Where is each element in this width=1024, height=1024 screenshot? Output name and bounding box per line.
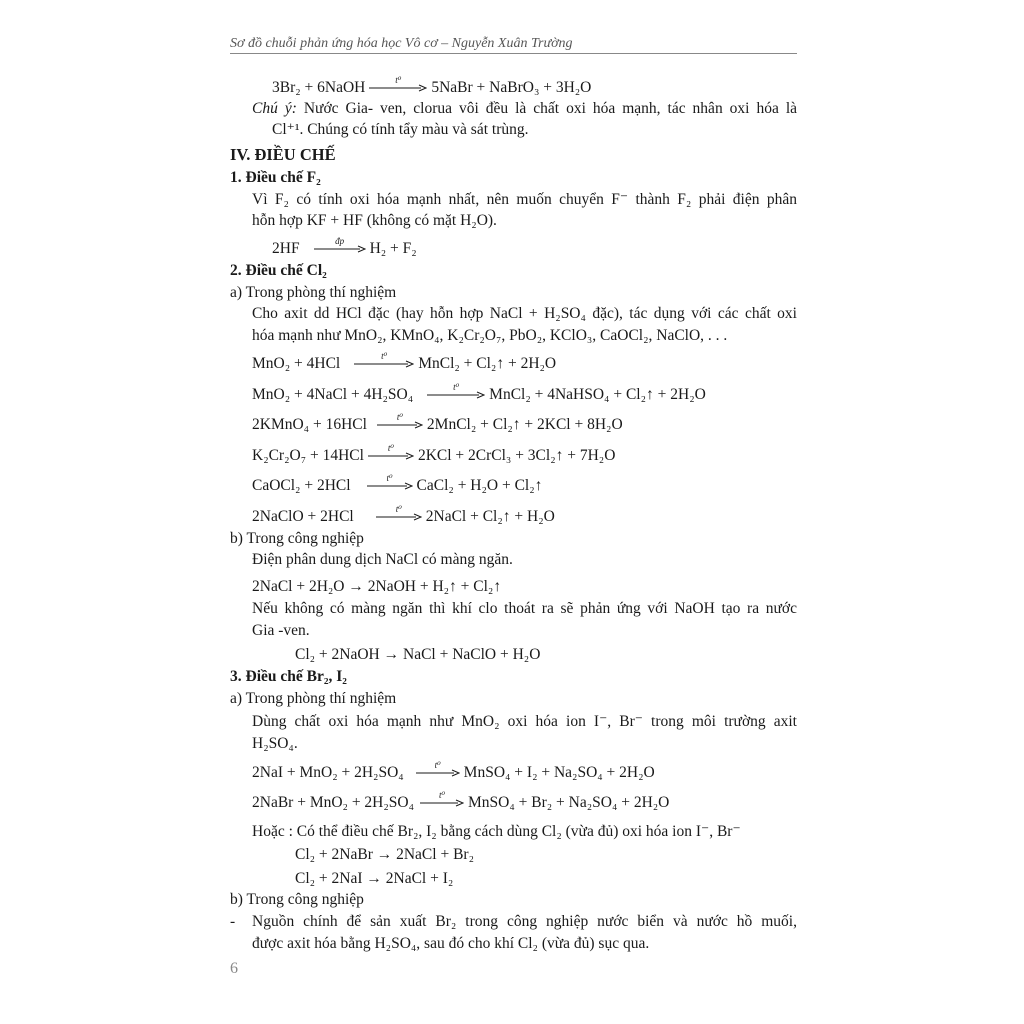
note-label: Chú ý: bbox=[252, 100, 297, 117]
paragraph-line: hóa mạnh như MnO₂, KMnO₄, K₂Cr₂O₇, PbO₂, KClO₃, CaOCl₂, NaClO, . . . bbox=[252, 327, 728, 344]
reaction-arrow: t⁰ bbox=[354, 360, 414, 368]
equation-naoh-br2 bbox=[272, 75, 592, 98]
reaction-arrow: t⁰ bbox=[368, 452, 414, 460]
equation-right: MnSO₄ + I₂ + Na₂SO₄ + 2H₂O bbox=[463, 764, 655, 781]
equation-k2cr2o7 bbox=[252, 443, 616, 466]
equation-right: H₂ + F₂ bbox=[369, 240, 417, 257]
header-rule bbox=[230, 53, 797, 54]
list-dash: - bbox=[230, 913, 236, 930]
equation-kmno4 bbox=[252, 412, 623, 435]
reaction-arrow: t⁰ bbox=[420, 799, 464, 807]
equation-right: CaCl₂ + H₂O + Cl₂↑ bbox=[416, 477, 543, 494]
section-heading: IV. ĐIỀU CHẾ bbox=[230, 145, 336, 164]
equation-cl2-nabr: Cl₂ + 2NaBr → 2NaCl + Br₂ bbox=[295, 846, 474, 863]
paragraph-line: Nếu không có màng ngăn thì khí clo thoát ra sẽ phản ứng với NaOH tạo ra nước bbox=[252, 600, 797, 617]
reaction-arrow: t⁰ bbox=[367, 482, 413, 490]
reaction-arrow: t⁰ bbox=[427, 391, 485, 399]
equation-hf bbox=[272, 236, 417, 259]
paragraph-line: hỗn hợp KF + HF (không có mặt H₂O). bbox=[252, 212, 497, 229]
equation-left: CaOCl₂ + 2HCl bbox=[252, 477, 351, 494]
equation-mno2-hcl bbox=[252, 351, 557, 374]
subsection-heading-br2-i2: 3. Điều chế Br₂, I₂ bbox=[230, 668, 347, 685]
reaction-arrow: t⁰ bbox=[377, 421, 423, 429]
equation-mno2-nacl bbox=[252, 382, 706, 405]
equation-right: 2KCl + 2CrCl₃ + 3Cl₂↑ + 7H₂O bbox=[417, 447, 616, 464]
equation-right: MnCl₂ + 4NaHSO₄ + Cl₂↑ + 2H₂O bbox=[489, 386, 706, 403]
paragraph-line: Nguồn chính để sản xuất Br₂ trong công nghiệp nước biển và nước hồ muối, bbox=[252, 913, 797, 930]
equation-nai-mno2 bbox=[252, 760, 655, 783]
equation-left: 2NaClO + 2HCl bbox=[252, 508, 354, 525]
paragraph-line: Dùng chất oxi hóa mạnh như MnO₂ oxi hóa ion I⁻, Br⁻ trong môi trường axit bbox=[252, 713, 797, 730]
equation-javel: Cl₂ + 2NaOH → NaCl + NaClO + H₂O bbox=[295, 646, 541, 663]
equation-left: K₂Cr₂O₇ + 14HCl bbox=[252, 447, 364, 464]
equation-right: MnSO₄ + Br₂ + Na₂SO₄ + 2H₂O bbox=[468, 794, 670, 811]
equation-electrolysis: 2NaCl + 2H₂O → 2NaOH + H₂↑ + Cl₂↑ bbox=[252, 578, 502, 595]
paragraph-line: Vì F₂ có tính oxi hóa mạnh nhất, nên muốn chuyển F⁻ thành F₂ phải điện phân bbox=[252, 191, 797, 208]
equation-caocl2 bbox=[252, 473, 543, 496]
reaction-arrow: t⁰ bbox=[376, 513, 422, 521]
reaction-arrow: đp bbox=[314, 245, 366, 253]
reaction-arrow: t⁰ bbox=[369, 84, 427, 92]
paragraph-line: Điện phân dung dịch NaCl có màng ngăn. bbox=[252, 551, 513, 568]
item-heading: a) Trong phòng thí nghiệm bbox=[230, 284, 397, 301]
equation-cl2-nai: Cl₂ + 2NaI → 2NaCl + I₂ bbox=[295, 870, 454, 887]
reaction-arrow: t⁰ bbox=[416, 769, 460, 777]
item-heading: a) Trong phòng thí nghiệm bbox=[230, 690, 397, 707]
equation-right: 5NaBr + NaBrO₃ + 3H₂O bbox=[431, 79, 592, 96]
equation-left: 2NaBr + MnO₂ + 2H₂SO₄ bbox=[252, 794, 415, 811]
item-heading: b) Trong công nghiệp bbox=[230, 530, 364, 547]
equation-left: 2HF bbox=[272, 240, 300, 257]
paragraph-line: được axit hóa bằng H₂SO₄, sau đó cho khí Cl₂ (vừa đủ) sục qua. bbox=[252, 935, 650, 952]
equation-right: 2MnCl₂ + Cl₂↑ + 2KCl + 8H₂O bbox=[426, 416, 623, 433]
paragraph-line: Hoặc : Có thể điều chế Br₂, I₂ bằng cách dùng Cl₂ (vừa đủ) oxi hóa ion I⁻, Br⁻ bbox=[252, 823, 741, 840]
equation-right: 2NaCl + Cl₂↑ + H₂O bbox=[425, 508, 555, 525]
equation-left: 3Br₂ + 6NaOH bbox=[272, 79, 366, 96]
note-line-2: Cl⁺¹. Chúng có tính tẩy màu và sát trùng. bbox=[272, 121, 529, 138]
equation-right: MnCl₂ + Cl₂↑ + 2H₂O bbox=[418, 355, 557, 372]
item-heading: b) Trong công nghiệp bbox=[230, 891, 364, 908]
running-header: Sơ đồ chuỗi phản ứng hóa học Vô cơ – Nguyễn Xuân Trường bbox=[230, 36, 573, 51]
equation-nabr-mno2 bbox=[252, 790, 670, 813]
paragraph-line: H₂SO₄. bbox=[252, 735, 298, 752]
equation-naclo bbox=[252, 504, 555, 527]
paragraph-line: Gia -ven. bbox=[252, 622, 310, 639]
equation-left: MnO₂ + 4HCl bbox=[252, 355, 341, 372]
paragraph-line: Cho axit dd HCl đặc (hay hỗn hợp NaCl + H₂SO₄ đặc), tác dụng với các chất oxi bbox=[252, 305, 797, 322]
equation-left: MnO₂ + 4NaCl + 4H₂SO₄ bbox=[252, 386, 414, 403]
page-number: 6 bbox=[230, 960, 238, 977]
subsection-heading-cl2: 2. Điều chế Cl₂ bbox=[230, 262, 327, 279]
equation-left: 2KMnO₄ + 16HCl bbox=[252, 416, 367, 433]
note-line-1: Chú ý: Nước Gia- ven, clorua vôi đều là chất oxi hóa mạnh, tác nhân oxi hóa là bbox=[252, 100, 798, 117]
subsection-heading-f2: 1. Điều chế F₂ bbox=[230, 169, 321, 186]
equation-left: 2NaI + MnO₂ + 2H₂SO₄ bbox=[252, 764, 404, 781]
